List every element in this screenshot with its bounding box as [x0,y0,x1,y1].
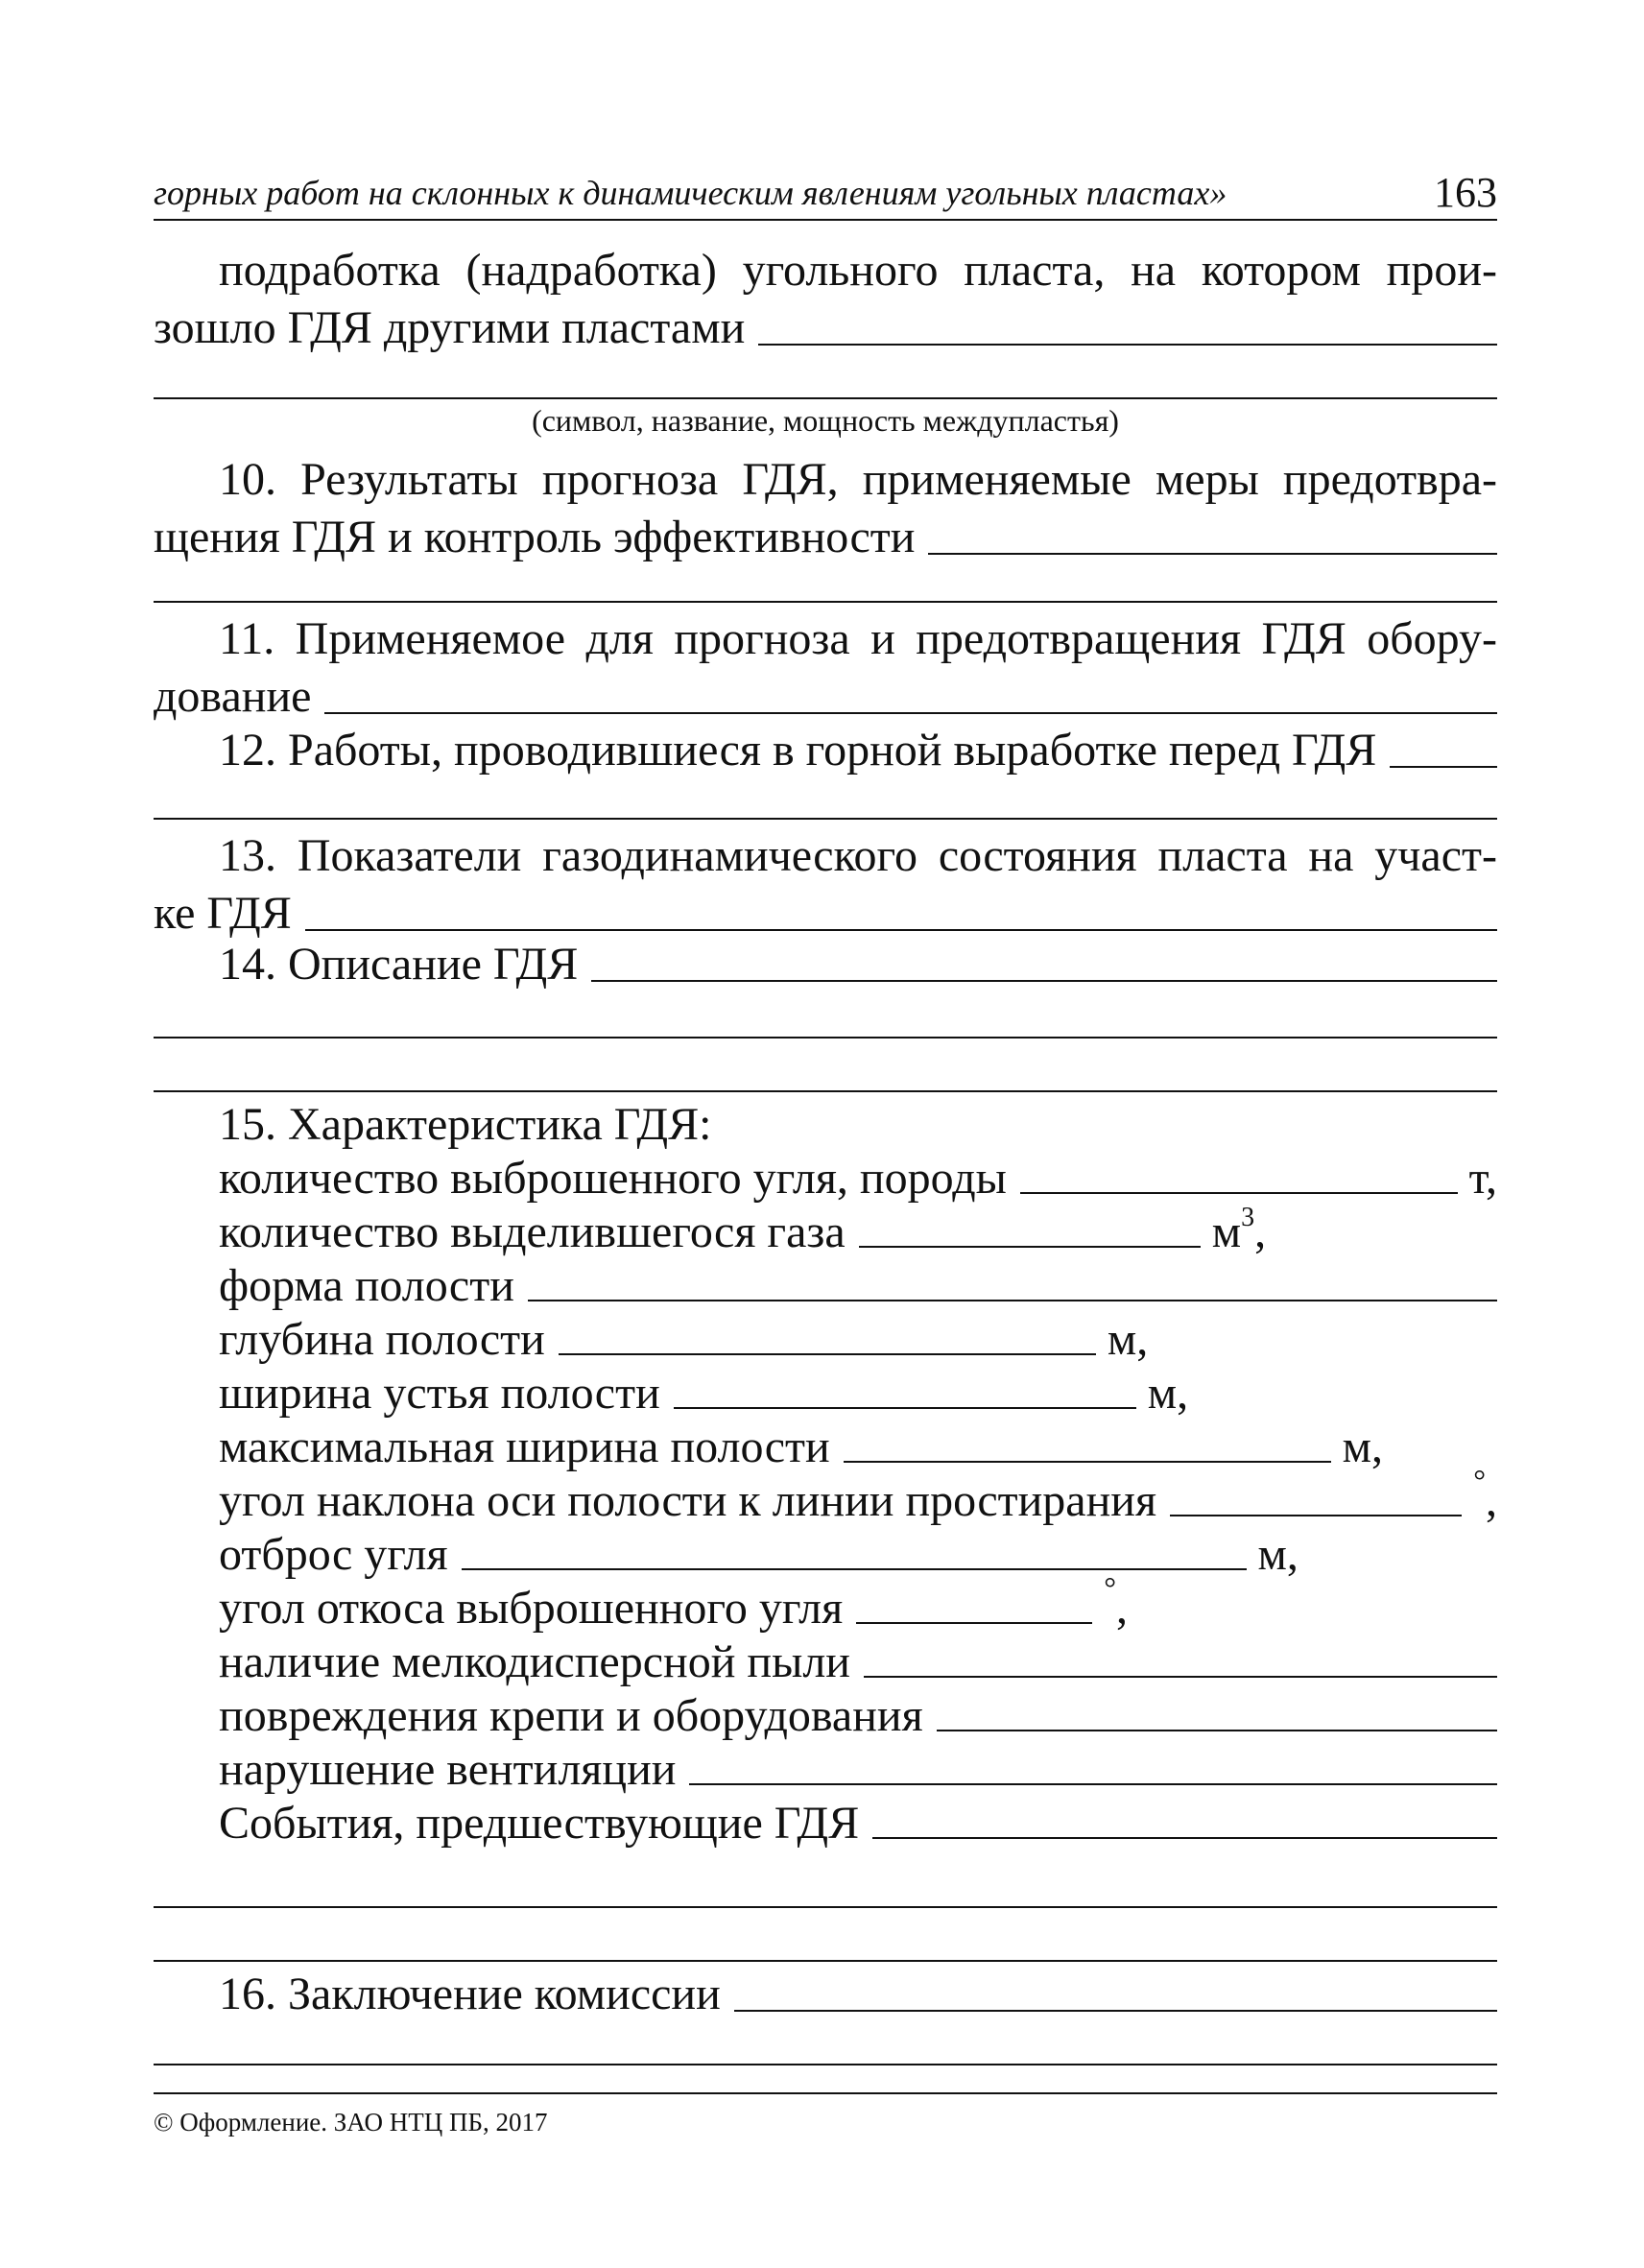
field-fine-dust-label: наличие мелкодисперсной пыли [219,1636,850,1687]
item-13-fill-line[interactable] [305,929,1497,931]
field-axis-angle-unit [1469,1453,1497,1528]
intro-block [154,242,1497,357]
field-axis-angle-line[interactable] [1170,1515,1462,1516]
field-gas-released-unit-tail: , [1254,1206,1267,1257]
field-gas-released-unit-base: м [1211,1206,1242,1257]
field-slope-angle [154,1570,1497,1635]
field-axis-angle [154,1463,1497,1528]
intro-line-1: подработка (надработка) угольного пласта, на котором прои- [219,245,1497,296]
item-11-fill-line[interactable] [324,712,1497,714]
field-axis-angle-degree: ° [1473,1463,1486,1497]
item-14-fill-line[interactable] [591,980,1497,982]
item-16-text: 16. Заключение комиссии [219,1969,721,2019]
field-mouth-width-unit: м, [1147,1368,1189,1419]
field-max-width-label: максимальная ширина полости [219,1421,830,1472]
field-gas-released-unit-sup: 3 [1241,1203,1255,1232]
field-max-width-unit: м, [1342,1421,1384,1472]
field-slope-angle-line[interactable] [856,1622,1092,1624]
field-preceding-events-label: События, предшествующие ГДЯ [219,1798,860,1849]
field-cavity-depth-unit: м, [1107,1314,1149,1365]
item-16 [154,1966,1497,2023]
field-cavity-shape-line[interactable] [528,1300,1497,1301]
running-title: горных работ на склонных к динамическим явлениям угольных пластах» [154,174,1227,212]
field-max-width [154,1420,1497,1474]
field-slope-angle-unit [1100,1561,1128,1635]
intro-fill-line[interactable] [758,344,1497,346]
field-damage-line[interactable] [937,1730,1497,1731]
item-15 [154,1098,1497,1850]
field-preceding-events-line[interactable] [872,1837,1497,1839]
item-15-extra-line-2[interactable] [154,1960,1497,1962]
item-10-line-2-text: щения ГДЯ и контроль эффективности [154,512,916,562]
field-gas-released-line[interactable] [859,1246,1201,1248]
field-ejected-coal [154,1152,1497,1206]
field-gas-released-unit [1208,1191,1266,1259]
item-11 [154,610,1497,726]
item-16-extra-line-2[interactable] [154,2092,1497,2094]
field-axis-angle-label: угол наклона оси полости к линии простирания [219,1475,1157,1526]
field-axis-angle-unit-tail: , [1486,1475,1497,1526]
item-16-line-1 [154,1966,1497,2023]
item-12-text: 12. Работы, проводившиеся в горной выработке перед ГДЯ [219,725,1377,776]
field-preceding-events [154,1797,1497,1850]
field-damage [154,1689,1497,1743]
item-16-extra-line-1[interactable] [154,2064,1497,2065]
item-16-fill-line[interactable] [734,2010,1497,2012]
intro-extra-line[interactable] [154,397,1497,399]
field-cavity-depth-line[interactable] [559,1353,1096,1355]
intro-line-2-text: зошло ГДЯ другими пластами [154,302,746,353]
running-header [154,171,1497,221]
field-coal-throw-unit: м, [1257,1529,1299,1580]
item-14-text: 14. Описание ГДЯ [219,939,579,990]
item-10-line-2 [154,509,1497,566]
item-15-heading-text: 15. Характеристика ГДЯ: [219,1099,712,1150]
item-14-line-1 [154,936,1497,993]
field-coal-throw [154,1528,1497,1582]
item-13 [154,827,1497,943]
item-14-extra-line-2[interactable] [154,1090,1497,1092]
intro-line-2 [154,299,1497,357]
field-damage-label: повреждения крепи и оборудования [219,1690,923,1741]
field-slope-angle-degree: ° [1104,1570,1116,1605]
page-number: 163 [1434,169,1497,216]
item-12-extra-line[interactable] [154,818,1497,820]
field-fine-dust [154,1635,1497,1689]
intro-caption: (символ, название, мощность междупластья) [532,403,1119,438]
item-10-extra-line[interactable] [154,601,1497,603]
item-15-extra-line-1[interactable] [154,1906,1497,1908]
field-ventilation-line[interactable] [689,1783,1497,1785]
field-cavity-depth [154,1313,1497,1367]
item-14-extra-line-1[interactable] [154,1037,1497,1039]
field-mouth-width-label: ширина устья полости [219,1368,660,1419]
field-mouth-width [154,1367,1497,1420]
field-cavity-depth-label: глубина полости [219,1314,545,1365]
item-13-line-1: 13. Показатели газодинамического состояния пласта на участ- [219,830,1497,881]
field-gas-released [154,1203,1497,1259]
item-10-fill-line[interactable] [928,553,1497,555]
copyright-footer: © Оформление. ЗАО НТЦ ПБ, 2017 [154,2108,548,2137]
item-11-line-2-text: дование [154,671,312,722]
field-coal-throw-label: отброс угля [219,1529,448,1580]
field-slope-angle-unit-tail: , [1115,1583,1128,1634]
field-slope-angle-label: угол откоса выброшенного угля [219,1583,844,1634]
field-ventilation-label: нарушение вентиляции [219,1744,677,1795]
item-10-line-1: 10. Результаты прогноза ГДЯ, применяемые меры предотвра- [219,454,1497,505]
field-cavity-shape [154,1259,1497,1313]
item-15-heading [154,1098,1497,1152]
item-13-line-2-text: ке ГДЯ [154,888,292,939]
item-12 [154,722,1497,779]
field-mouth-width-line[interactable] [674,1407,1136,1409]
field-ejected-coal-unit: т, [1468,1153,1497,1204]
field-gas-released-label: количество выделившегося газа [219,1206,846,1257]
item-12-line-1 [154,722,1497,779]
field-cavity-shape-label: форма полости [219,1260,514,1311]
item-12-fill-line[interactable] [1390,766,1497,768]
field-coal-throw-line[interactable] [462,1568,1247,1570]
item-10 [154,451,1497,566]
field-fine-dust-line[interactable] [864,1676,1497,1678]
field-ejected-coal-label: количество выброшенного угля, породы [219,1153,1007,1204]
field-ventilation [154,1743,1497,1797]
item-11-line-1: 11. Применяемое для прогноза и предотвращения ГДЯ обору- [219,613,1497,664]
item-14 [154,936,1497,993]
field-max-width-line[interactable] [844,1461,1331,1463]
item-11-line-2 [154,668,1497,726]
item-13-line-2 [154,885,1497,943]
